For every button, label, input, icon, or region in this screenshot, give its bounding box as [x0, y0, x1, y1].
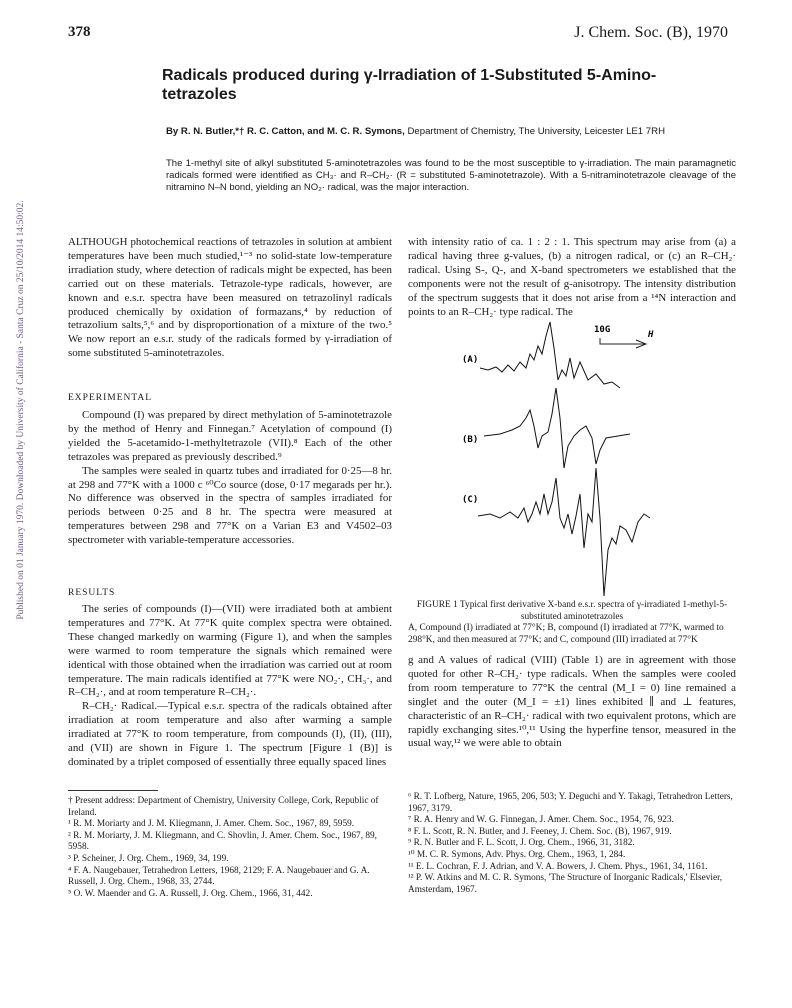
figure-1-caption: [408, 600, 736, 646]
field-axis-label: H: [648, 330, 654, 340]
footnote: † Present address: Department of Chemistry, University College, Cork, Republic of Ireland.: [68, 796, 379, 818]
download-stamp-text: Published on 01 January 1970. Downloaded by University of California - Santa Cruz on 25/10/2014 14:50:02.: [16, 200, 26, 620]
results-paragraph-1: The series of compounds (I)—(VII) were irradiated both at ambient temperatures and 77°K. At 77°K quite complex spectra were obtained. These changed markedly on warming (Figure 1), and when the samples were warmed to room temperature the signals which remained were identical with those obtained when the irradiation was carried out at room temperature. The main radicals identified at 77°K were NO₂·, CH₃·, and R–CH₂·, and at room temperature R–CH₂·.: [68, 603, 392, 699]
spectrum-label-a: (A): [462, 355, 479, 365]
section-heading-experimental: EXPERIMENTAL: [68, 393, 153, 403]
footnote: ¹² P. W. Atkins and M. C. R. Symons, 'The Structure of Inorganic Radicals,' Elsevier, Amsterdam, 1967.: [408, 873, 723, 895]
affiliation: Department of Chemistry, The University, Leicester LE1 7RH: [404, 126, 666, 137]
footnote: ³ P. Scheiner, J. Org. Chem., 1969, 34, 199.: [68, 853, 229, 864]
experimental-paragraph-2: The samples were sealed in quartz tubes and irradiated for 0·25—8 hr. at 298 and 77°K with a 1000 c ⁶⁰Co source (dose, 0·17 megarads per hr.). No difference was observed in the spectra of samples irradiated for periods between 0·25 and 8 hr. The spectra were measured at temperatures between 298 and 77°K on a Varian E3 and V4502–03 spectrometer with variable-temperature accessories.: [68, 464, 392, 547]
section-heading-results: RESULTS: [68, 588, 116, 598]
footnote: ⁴ F. A. Naugebauer, Tetrahedron Letters, 1968, 2129; F. A. Naugebauer and G. A. Russell, J. Org. Chem., 1968, 33, 2744.: [68, 865, 370, 888]
figure-caption-body: A, Compound (I) irradiated at 77°K; B, compound (I) irradiated at 77°K, warmed to 298°K, and then measured at 77°K; and C, compound (III) irradiated at 77°K: [408, 623, 724, 645]
footnotes-right: [408, 792, 736, 896]
spectrum-c-trace: [478, 468, 650, 596]
page-number: 378: [68, 24, 91, 40]
footnote: ¹ R. M. Moriarty and J. M. Kliegmann, J. Amer. Chem. Soc., 1967, 89, 5959.: [68, 819, 355, 830]
right-column-text-lower: [408, 654, 736, 751]
footnote: ² R. M. Moriarty, J. M. Kliegmann, and C. Shovlin, J. Amer. Chem. Soc., 1967, 89, 5958.: [68, 830, 377, 853]
footnote: ⁹ R. N. Butler and F. L. Scott, J. Org. Chem., 1966, 31, 3182.: [408, 838, 635, 849]
abstract: The 1-methyl site of alkyl substituted 5-aminotetrazoles was found to be the most susceptible to γ-irradiation. The main paramagnetic radicals formed were identified as CH₃· and R–CH₂· (R = substituted 5-aminotetrazole). With a 5-nitraminotetrazole cleavage of the nitramino N–N bond, yielding an NO₂· radical, was the major interaction.: [166, 158, 736, 193]
footnote: ¹¹ E. L. Cochran, F. J. Adrian, and V. A. Bowers, J. Chem. Phys., 1961, 34, 1161.: [408, 861, 708, 872]
footnote: ¹⁰ M. C. R. Symons, Adv. Phys. Org. Chem., 1963, 1, 284.: [408, 849, 626, 860]
author-line: [166, 126, 730, 138]
results-section: [68, 603, 392, 770]
experimental-section: [68, 409, 392, 548]
experimental-paragraph-1: Compound (I) was prepared by direct methylation of 5-aminotetrazole by the method of Henry and Finnegan.⁷ Acetylation of compound (I) yielded the 5-acetamido-1-methyltetrazole (VII).⁸ Each of the other tetrazoles was prepared as previously described.⁹: [68, 409, 392, 463]
article-title: Radicals produced during γ-Irradiation of 1-Substituted 5-Amino-tetrazoles: [162, 67, 657, 103]
scale-bar-label: 10G: [594, 325, 611, 335]
spectrum-label-b: (B): [462, 435, 479, 445]
intro-paragraph: ALTHOUGH photochemical reactions of tetrazoles in solution at ambient temperatures have been much studied,¹⁻³ no solid-state low-temperature irradiation study, where detection of radicals might be expected, has been carried out on these materials. Tetrazole-type radicals, however, are known and e.s.r. spectra have been measured on tetrazolinyl radicals produced chemically by oxidation of formazans,⁴ by reduction of tetrazolium salts,⁵,⁶ and by disproportionation of a mixture of the two.⁵ We now report an e.s.r. study of the radicals formed by γ-irradiation of some substituted 5-aminotetrazoles.: [68, 236, 392, 360]
right-paragraph-top: with intensity ratio of ca. 1 : 2 : 1. This spectrum may arise from (a) a radical having three g-values, (b) a nitrogen radical, or (c) an R–CH₂· radical. Using S-, Q-, and X-band spectrometers we established that the components were not the result of g-anisotropy. The intensity distribution of the spectrum suggests that it does not arise from a ¹⁴N interaction and points to an R–CH₂· type radical. The: [408, 236, 736, 318]
figure-caption-title: FIGURE 1 Typical first derivative X-band e.s.r. spectra of γ-irradiated 1-methyl-5-substituted aminotetrazoles: [416, 600, 728, 622]
footnote-rule: [68, 790, 158, 791]
download-stamp: [14, 150, 28, 670]
footnotes-left: [68, 796, 392, 900]
authors: By R. N. Butler,*† R. C. Catton, and M. C. R. Symons,: [166, 126, 405, 137]
right-paragraph-bottom: g and A values of radical (VIII) (Table 1) are in agreement with those quoted for other R–CH₂· type radicals. When the samples were cooled from room temperature to 77°K the central (M_I = 0) line remained a singlet and the outer (M_I = ±1) lines exhibited ∥ and ⊥ features, characteristic of an R–CH₂· radical with two equivalent protons, which are rapidly exchanging sites.¹⁰,¹¹ Using the hyperfine tensor, measured in the usual way,¹² we were able to obtain: [408, 654, 736, 750]
figure-1-spectra: [462, 318, 710, 598]
footnote: ⁷ R. A. Henry and W. G. Finnegan, J. Amer. Chem. Soc., 1954, 76, 923.: [408, 815, 674, 826]
footnote: ⁶ R. T. Lofberg, Nature, 1965, 206, 503; Y. Deguchi and Y. Takagi, Tetrahedron Letters, 1967, 3179.: [408, 792, 733, 814]
results-paragraph-2: R–CH₂· Radical.—Typical e.s.r. spectra of the radicals obtained after irradiation at room temperature and also after warming a sample irradiated at 77°K to room temperature, from compounds (I), (II), (III), and (VII) are shown in Figure 1. The spectrum [Figure 1 (B)] is dominated by a triplet composed of essentially three equally spaced lines: [68, 700, 392, 768]
spectrum-b-trace: [484, 388, 630, 468]
introduction: [68, 236, 392, 361]
footnote: ⁵ O. W. Maender and G. A. Russell, J. Org. Chem., 1966, 31, 442.: [68, 888, 313, 899]
right-column-text: [408, 236, 736, 319]
footnote: ⁸ F. L. Scott, R. N. Butler, and J. Feeney, J. Chem. Soc. (B), 1967, 919.: [408, 826, 672, 837]
spectrum-label-c: (C): [462, 495, 479, 505]
journal-citation: J. Chem. Soc. (B), 1970: [574, 24, 728, 41]
